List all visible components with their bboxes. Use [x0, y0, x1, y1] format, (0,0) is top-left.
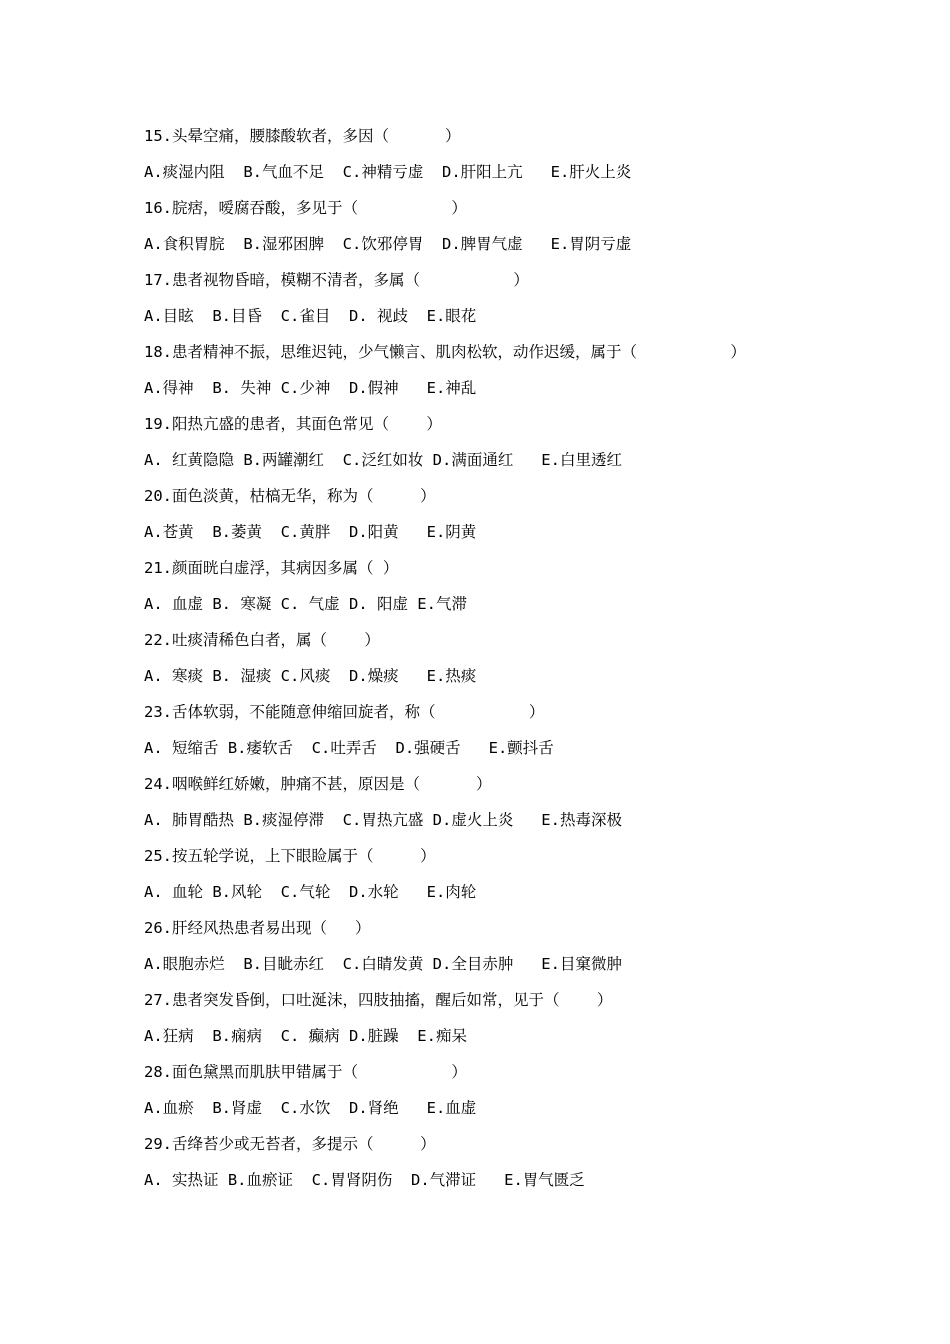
question-item	[144, 125, 904, 197]
question-options: A. 血虚 B. 寒凝 C. 气虚 D. 阳虚 E.气滞	[144, 595, 467, 613]
question-item	[144, 701, 904, 773]
question-stem: 23.舌体软弱，不能随意伸缩回旋者，称（ ）	[144, 703, 545, 721]
question-item	[144, 413, 904, 485]
question-item	[144, 485, 904, 557]
question-stem: 16.脘痞，嗳腐吞酸，多见于（ ）	[144, 199, 467, 217]
question-options: A.狂病 B.痫病 C. 癫病 D.脏躁 E.痴呆	[144, 1027, 467, 1045]
question-stem: 29.舌绛苔少或无苔者，多提示（ ）	[144, 1135, 436, 1153]
question-stem: 17.患者视物昏暗，模糊不清者，多属（ ）	[144, 271, 529, 289]
question-options: A.食积胃脘 B.湿邪困脾 C.饮邪停胃 D.脾胃气虚 E.胃阴亏虚	[144, 235, 632, 253]
question-options: A.眼胞赤烂 B.目眦赤红 C.白睛发黄 D.全目赤肿 E.目窠微肿	[144, 955, 622, 973]
question-options: A.得神 B. 失神 C.少神 D.假神 E.神乱	[144, 379, 477, 397]
question-options: A. 红黄隐隐 B.两罐潮红 C.泛红如妆 D.满面通红 E.白里透红	[144, 451, 622, 469]
question-options: A.血瘀 B.肾虚 C.水饮 D.肾绝 E.血虚	[144, 1099, 477, 1117]
question-stem: 27.患者突发昏倒，口吐涎沫，四肢抽搐，醒后如常，见于（ ）	[144, 991, 613, 1009]
question-options: A. 实热证 B.血瘀证 C.胃肾阴伤 D.气滞证 E.胃气匮乏	[144, 1171, 585, 1189]
question-item	[144, 989, 904, 1061]
question-options: A. 血轮 B.风轮 C.气轮 D.水轮 E.肉轮	[144, 883, 477, 901]
question-stem: 28.面色黛黑而肌肤甲错属于（ ）	[144, 1063, 467, 1081]
question-options: A.目眩 B.目昏 C.雀目 D. 视歧 E.眼花	[144, 307, 477, 325]
question-item	[144, 1133, 904, 1205]
question-item	[144, 629, 904, 701]
question-options: A.苍黄 B.萎黄 C.黄胖 D.阳黄 E.阴黄	[144, 523, 477, 541]
question-item	[144, 845, 904, 917]
question-item	[144, 197, 904, 269]
question-stem: 19.阳热亢盛的患者，其面色常见（ ）	[144, 415, 442, 433]
question-stem: 18.患者精神不振，思维迟钝，少气懒言、肌肉松软，动作迟缓，属于（ ）	[144, 343, 746, 361]
question-item	[144, 773, 904, 845]
question-item	[144, 269, 904, 341]
question-item	[144, 917, 904, 989]
question-stem: 20.面色淡黄，枯槁无华，称为（ ）	[144, 487, 436, 505]
question-options: A. 肺胃酷热 B.痰湿停滞 C.胃热亢盛 D.虚火上炎 E.热毒深极	[144, 811, 622, 829]
question-stem: 21.颜面晄白虚浮，其病因多属（ ）	[144, 559, 399, 577]
question-stem: 15.头晕空痛，腰膝酸软者，多因（ ）	[144, 127, 461, 145]
question-list	[144, 125, 904, 1205]
question-options: A. 短缩舌 B.痿软舌 C.吐弄舌 D.强硬舌 E.颤抖舌	[144, 739, 554, 757]
question-options: A.痰湿内阻 B.气血不足 C.神精亏虚 D.肝阳上亢 E.肝火上炎	[144, 163, 632, 181]
question-item	[144, 557, 904, 629]
question-options: A. 寒痰 B. 湿痰 C.风痰 D.燥痰 E.热痰	[144, 667, 477, 685]
question-stem: 22.吐痰清稀色白者，属（ ）	[144, 631, 380, 649]
question-stem: 26.肝经风热患者易出现（ ）	[144, 919, 371, 937]
question-item	[144, 1061, 904, 1133]
question-item	[144, 341, 904, 413]
question-stem: 25.按五轮学说，上下眼睑属于（ ）	[144, 847, 436, 865]
question-stem: 24.咽喉鲜红娇嫩，肿痛不甚，原因是（ ）	[144, 775, 492, 793]
